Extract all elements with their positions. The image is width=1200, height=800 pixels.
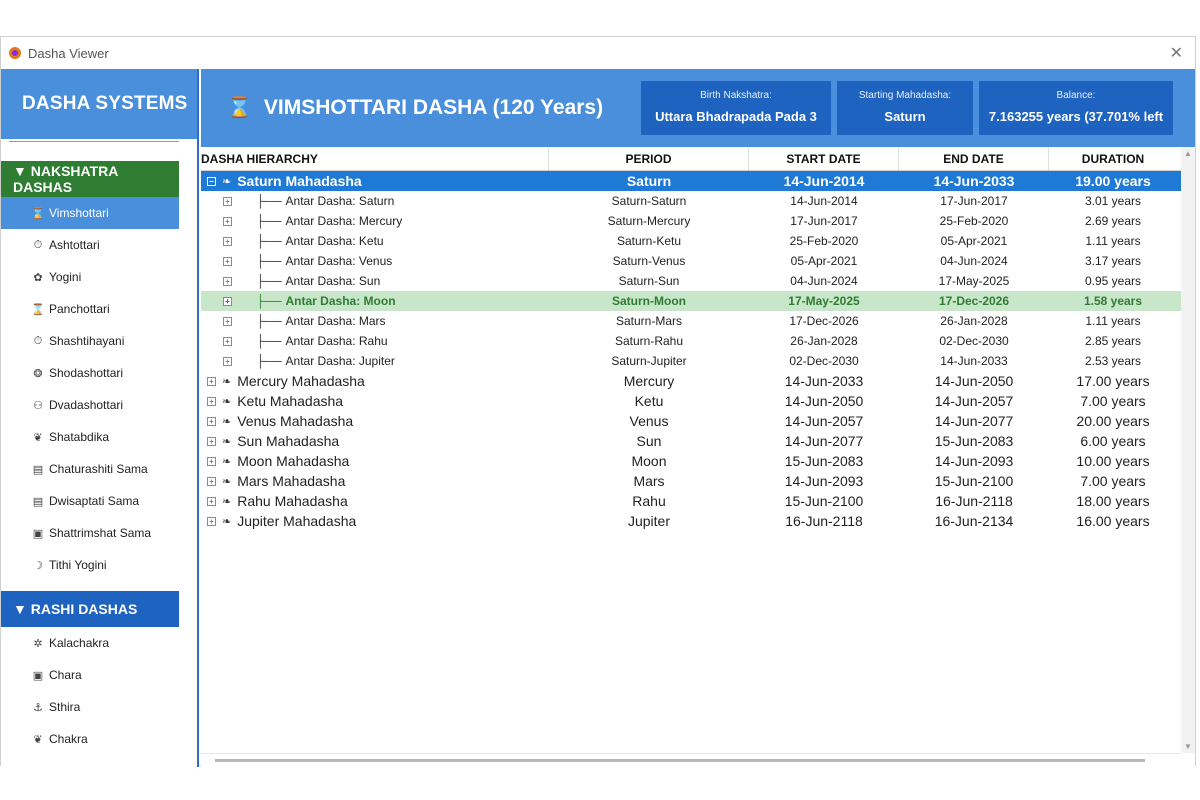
expand-icon[interactable]: +: [207, 377, 216, 386]
expand-icon[interactable]: +: [207, 417, 216, 426]
table-row[interactable]: [201, 191, 1195, 211]
cell-end-date: 02-Dec-2030: [939, 334, 1009, 348]
expand-icon[interactable]: +: [223, 237, 232, 246]
sidebar-item-label: Sthira: [49, 700, 81, 714]
tithi-yogini-icon: ☽: [33, 559, 43, 572]
dasha-name: Antar Dasha: Mercury: [285, 214, 403, 228]
dasha-name: Antar Dasha: Ketu: [285, 234, 384, 248]
cell-period: Saturn-Mercury: [607, 214, 691, 228]
table-row[interactable]: [201, 171, 1195, 191]
cell-period: Saturn: [626, 173, 672, 189]
table-body: [201, 171, 1195, 531]
sidebar-item-sthira[interactable]: [1, 691, 179, 723]
cell-duration: 10.00 years: [1076, 453, 1150, 469]
sidebar-item-label: Chara: [49, 668, 82, 682]
cell-hierarchy: [201, 211, 549, 231]
tree-branch: ├──: [256, 234, 282, 248]
cell-start-date: 17-May-2025: [788, 294, 860, 308]
cell-duration: 2.53 years: [1084, 354, 1142, 368]
table-row[interactable]: [201, 391, 1195, 411]
page-title-text: VIMSHOTTARI DASHA (120 Years): [263, 95, 604, 119]
cell-end-date: 26-Jan-2028: [940, 314, 1008, 328]
yogini-icon: ✿: [33, 271, 43, 284]
cell-end-date: 14-Jun-2057: [934, 393, 1014, 409]
cell-end-date: 14-Jun-2033: [933, 173, 1015, 189]
starting-mahadasha-label: Starting Mahadasha:: [858, 90, 952, 101]
cell-hierarchy: [201, 251, 549, 271]
sidebar-item-ashtottari[interactable]: [1, 229, 179, 261]
table-row[interactable]: [201, 211, 1195, 231]
cell-start-date: 05-Apr-2021: [790, 254, 858, 268]
cell-end-date: 16-Jun-2118: [935, 493, 1013, 509]
tree-branch: ├──: [256, 194, 282, 208]
horizontal-scrollbar[interactable]: [201, 753, 1181, 767]
table-row[interactable]: [201, 351, 1195, 371]
sidebar-item-label: Yogini: [49, 270, 82, 284]
cell-hierarchy: [201, 411, 549, 431]
table-row[interactable]: [201, 471, 1195, 491]
expand-icon[interactable]: +: [207, 397, 216, 406]
shodashottari-icon: ❂: [33, 367, 43, 380]
dasha-viewer-window: [0, 36, 1196, 766]
leaf-icon: ❧: [222, 475, 232, 488]
table-row[interactable]: [201, 511, 1195, 531]
dasha-name: Antar Dasha: Mars: [285, 314, 386, 328]
expand-icon[interactable]: +: [223, 257, 232, 266]
cell-period: Ketu: [634, 393, 664, 409]
main-header: [201, 69, 1195, 147]
cell-period: Saturn-Jupiter: [611, 354, 687, 368]
cell-duration: 3.17 years: [1084, 254, 1142, 268]
birth-nakshatra-label: Birth Nakshatra:: [700, 90, 772, 101]
cell-start-date: 02-Dec-2030: [789, 354, 859, 368]
table-row[interactable]: [201, 371, 1195, 391]
cell-hierarchy: [201, 351, 549, 371]
cell-hierarchy: [201, 511, 549, 531]
cell-end-date: 14-Jun-2077: [934, 413, 1014, 429]
expand-icon[interactable]: +: [207, 477, 216, 486]
cell-hierarchy: [201, 431, 549, 451]
cell-start-date: 15-Jun-2100: [784, 493, 864, 509]
cell-start-date: 26-Jan-2028: [790, 334, 858, 348]
table-row[interactable]: [201, 431, 1195, 451]
section-nakshatra-dashas[interactable]: ▼ NAKSHATRA DASHAS: [1, 161, 179, 197]
cell-hierarchy: [201, 331, 549, 351]
sidebar-item-label: Shattrimshat Sama: [49, 526, 152, 540]
cell-end-date: 17-Dec-2026: [938, 294, 1010, 308]
table-header: [201, 147, 1195, 171]
expand-icon[interactable]: +: [223, 297, 232, 306]
expand-icon[interactable]: +: [223, 337, 232, 346]
cell-start-date: 17-Jun-2017: [790, 214, 858, 228]
leaf-icon: ❧: [222, 375, 232, 388]
sidebar-item-chaturashiti-sama[interactable]: [1, 453, 179, 485]
cell-hierarchy: [201, 171, 549, 191]
cell-duration: 0.95 years: [1084, 274, 1142, 288]
cell-end-date: 16-Jun-2134: [934, 513, 1014, 529]
sidebar-item-dvadashottari[interactable]: [1, 389, 179, 421]
cell-hierarchy: [201, 391, 549, 411]
table-row[interactable]: [201, 271, 1195, 291]
cell-duration: 19.00 years: [1075, 173, 1151, 189]
sidebar-item-label: Ashtottari: [49, 238, 100, 252]
sidebar-item-shodashottari[interactable]: [1, 357, 179, 389]
cell-end-date: 14-Jun-2050: [934, 373, 1014, 389]
cell-duration: 6.00 years: [1080, 433, 1146, 449]
cell-hierarchy: [201, 291, 549, 311]
horizontal-scroll-thumb[interactable]: [215, 759, 1145, 762]
sidebar: [1, 69, 199, 767]
dvadashottari-icon: ⚇: [33, 399, 43, 412]
balance-label: Balance:: [1056, 90, 1096, 101]
birth-nakshatra-box: [641, 81, 831, 135]
table-row[interactable]: [201, 331, 1195, 351]
balance-value: 7.163255 years (37.701% left: [988, 109, 1164, 124]
sidebar-item-vimshottari[interactable]: [1, 197, 179, 229]
column-hierarchy[interactable]: DASHA HIERARCHY: [201, 147, 549, 170]
sthira-icon: ⚓: [33, 701, 43, 714]
leaf-icon: ❧: [222, 495, 232, 508]
ashtottari-icon: ⏱: [33, 238, 43, 251]
table-row[interactable]: [201, 411, 1195, 431]
expand-icon[interactable]: +: [207, 437, 216, 446]
dasha-name: Sun Mahadasha: [237, 433, 340, 449]
cell-duration: 20.00 years: [1076, 413, 1150, 429]
sidebar-title: DASHA SYSTEMS: [1, 69, 197, 139]
leaf-icon: ❧: [222, 175, 232, 188]
sidebar-item-label: Shodashottari: [49, 366, 124, 380]
leaf-icon: ❧: [222, 395, 232, 408]
kalachakra-icon: ✲: [33, 637, 43, 650]
expand-icon[interactable]: +: [223, 277, 232, 286]
cell-start-date: 14-Jun-2014: [783, 173, 865, 189]
tree-branch: ├──: [256, 294, 282, 308]
dasha-name: Venus Mahadasha: [237, 413, 354, 429]
sidebar-divider: [9, 141, 179, 142]
cell-end-date: 17-Jun-2017: [940, 194, 1008, 208]
cell-end-date: 04-Jun-2024: [940, 254, 1008, 268]
dasha-name: Antar Dasha: Saturn: [285, 194, 395, 208]
cell-period: Venus: [629, 413, 669, 429]
collapse-icon[interactable]: −: [207, 177, 216, 186]
sidebar-item-tithi-yogini[interactable]: [1, 549, 179, 581]
sidebar-item-dwisaptati-sama[interactable]: [1, 485, 179, 517]
sidebar-item-label: Panchottari: [49, 302, 110, 316]
expand-icon[interactable]: +: [207, 517, 216, 526]
cell-duration: 2.85 years: [1084, 334, 1142, 348]
cell-start-date: 14-Jun-2033: [784, 373, 864, 389]
cell-duration: 3.01 years: [1084, 194, 1142, 208]
expand-icon[interactable]: +: [223, 197, 232, 206]
table-row[interactable]: [201, 291, 1195, 311]
scroll-up-icon[interactable]: ▲: [1184, 149, 1192, 158]
expand-icon[interactable]: +: [223, 357, 232, 366]
cell-start-date: 17-Dec-2026: [789, 314, 859, 328]
column-start-date[interactable]: START DATE: [749, 147, 899, 170]
main-panel: [201, 69, 1195, 767]
sidebar-item-label: Kalachakra: [49, 636, 110, 650]
table-row[interactable]: [201, 311, 1195, 331]
sidebar-item-label: Dvadashottari: [49, 398, 124, 412]
cell-hierarchy: [201, 371, 549, 391]
cell-start-date: 14-Jun-2093: [784, 473, 864, 489]
leaf-icon: ❧: [222, 515, 232, 528]
expand-icon[interactable]: +: [207, 457, 216, 466]
window-title: Dasha Viewer: [28, 45, 109, 61]
table-row[interactable]: [201, 491, 1195, 511]
dasha-table: [201, 147, 1195, 767]
cell-period: Saturn-Saturn: [611, 194, 687, 208]
cell-duration: 1.11 years: [1085, 234, 1141, 248]
tree-branch: ├──: [256, 314, 282, 328]
cell-period: Saturn-Venus: [612, 254, 686, 268]
cell-hierarchy: [201, 191, 549, 211]
title-bar: [1, 37, 1195, 69]
cell-end-date: 14-Jun-2093: [934, 453, 1014, 469]
balance-box: [979, 81, 1173, 135]
cell-start-date: 04-Jun-2024: [790, 274, 858, 288]
hourglass-icon: ⌛: [227, 97, 252, 119]
cell-end-date: 05-Apr-2021: [940, 234, 1008, 248]
chara-icon: ▣: [32, 669, 44, 682]
dwisaptati-sama-icon: ▤: [32, 495, 44, 508]
sidebar-item-label: Shatabdika: [49, 430, 110, 444]
leaf-icon: ❧: [222, 435, 232, 448]
section-rashi-dashas[interactable]: ▼ RASHI DASHAS: [1, 591, 179, 627]
table-row[interactable]: [201, 251, 1195, 271]
cell-hierarchy: [201, 311, 549, 331]
cell-start-date: 25-Feb-2020: [789, 234, 859, 248]
sidebar-item-shashtihayani[interactable]: [1, 325, 179, 357]
sidebar-item-label: Dwisaptati Sama: [49, 494, 140, 508]
cell-period: Saturn-Mars: [615, 314, 683, 328]
cell-period: Sun: [636, 433, 662, 449]
cell-duration: 1.11 years: [1085, 314, 1141, 328]
sidebar-item-panchottari[interactable]: [1, 293, 179, 325]
sidebar-item-yogini[interactable]: [1, 261, 179, 293]
cell-period: Jupiter: [627, 513, 671, 529]
cell-period: Saturn-Rahu: [614, 334, 684, 348]
cell-period: Moon: [631, 453, 667, 469]
dasha-name: Saturn Mahadasha: [237, 173, 362, 189]
shashtihayani-icon: ⏱: [33, 334, 43, 347]
dasha-name: Mars Mahadasha: [237, 473, 346, 489]
cell-hierarchy: [201, 451, 549, 471]
cell-duration: 7.00 years: [1080, 473, 1146, 489]
column-period[interactable]: PERIOD: [549, 147, 749, 170]
cell-end-date: 15-Jun-2100: [934, 473, 1014, 489]
table-row[interactable]: [201, 451, 1195, 471]
birth-nakshatra-value: Uttara Bhadrapada Pada 3: [655, 109, 817, 124]
cell-duration: 17.00 years: [1076, 373, 1150, 389]
dasha-name: Ketu Mahadasha: [237, 393, 344, 409]
cell-hierarchy: [201, 471, 549, 491]
table-row[interactable]: [201, 231, 1195, 251]
tree-branch: ├──: [256, 354, 282, 368]
panchottari-icon: ⌛: [31, 303, 45, 316]
scroll-down-icon[interactable]: ▼: [1184, 742, 1192, 751]
sidebar-item-chakra[interactable]: [1, 723, 179, 755]
cell-duration: 18.00 years: [1076, 493, 1150, 509]
cell-period: Rahu: [632, 493, 666, 509]
dasha-name: Jupiter Mahadasha: [237, 513, 357, 529]
cell-period: Saturn-Sun: [618, 274, 680, 288]
expand-icon[interactable]: +: [223, 317, 232, 326]
sidebar-item-label: Chaturashiti Sama: [49, 462, 148, 476]
dasha-name: Antar Dasha: Moon: [285, 294, 396, 308]
cell-period: Mercury: [623, 373, 675, 389]
dasha-name: Antar Dasha: Rahu: [285, 334, 388, 348]
dasha-name: Rahu Mahadasha: [237, 493, 348, 509]
cell-start-date: 16-Jun-2118: [785, 513, 863, 529]
cell-start-date: 15-Jun-2083: [784, 453, 864, 469]
expand-icon[interactable]: +: [207, 497, 216, 506]
cell-period: Saturn-Moon: [612, 294, 686, 308]
leaf-icon: ❧: [222, 455, 232, 468]
column-duration[interactable]: DURATION: [1081, 151, 1145, 166]
cell-start-date: 14-Jun-2077: [784, 433, 864, 449]
app-icon: [9, 47, 21, 59]
vertical-scrollbar[interactable]: [1181, 147, 1195, 753]
tree-branch: ├──: [256, 334, 282, 348]
sidebar-item-shattrimshat-sama[interactable]: [1, 517, 179, 549]
cell-duration: 7.00 years: [1080, 393, 1146, 409]
sidebar-item-label: Chakra: [49, 732, 88, 746]
tree-branch: ├──: [256, 214, 282, 228]
cell-end-date: 15-Jun-2083: [934, 433, 1014, 449]
expand-icon[interactable]: +: [223, 217, 232, 226]
cell-end-date: 25-Feb-2020: [939, 214, 1009, 228]
cell-hierarchy: [201, 231, 549, 251]
cell-duration: 16.00 years: [1076, 513, 1150, 529]
dasha-name: Antar Dasha: Jupiter: [285, 354, 395, 368]
sidebar-item-chara[interactable]: [1, 659, 179, 691]
chaturashiti-sama-icon: ▤: [32, 463, 44, 476]
sidebar-sections: [1, 161, 197, 755]
cell-period: Mars: [633, 473, 665, 489]
sidebar-item-label: Tithi Yogini: [49, 558, 107, 572]
cell-duration: 2.69 years: [1084, 214, 1142, 228]
cell-end-date: 14-Jun-2033: [940, 354, 1008, 368]
sidebar-item-label: Vimshottari: [49, 206, 109, 220]
dasha-name: Moon Mahadasha: [237, 453, 350, 469]
cell-duration: 1.58 years: [1083, 294, 1143, 308]
column-end-date[interactable]: END DATE: [899, 147, 1049, 170]
dasha-name: Antar Dasha: Venus: [285, 254, 393, 268]
shattrimshat-sama-icon: ▣: [32, 527, 44, 540]
tree-branch: ├──: [256, 254, 282, 268]
cell-start-date: 14-Jun-2057: [784, 413, 864, 429]
starting-mahadasha-box: [837, 81, 973, 135]
cell-start-date: 14-Jun-2014: [790, 194, 858, 208]
cell-end-date: 17-May-2025: [938, 274, 1010, 288]
tree-branch: ├──: [256, 274, 282, 288]
starting-mahadasha-value: Saturn: [884, 109, 926, 124]
dasha-name: Mercury Mahadasha: [237, 373, 365, 389]
close-icon[interactable]: ✕: [1169, 45, 1183, 62]
vimshottari-icon: ⌛: [31, 207, 45, 220]
sidebar-item-shatabdika[interactable]: [1, 421, 179, 453]
dasha-name: Antar Dasha: Sun: [285, 274, 381, 288]
cell-hierarchy: [201, 271, 549, 291]
leaf-icon: ❧: [222, 415, 232, 428]
cell-period: Saturn-Ketu: [616, 234, 682, 248]
shatabdika-icon: ❦: [33, 431, 43, 444]
sidebar-item-label: Shashtihayani: [49, 334, 125, 348]
chakra-icon: ❦: [33, 733, 43, 746]
cell-hierarchy: [201, 491, 549, 511]
cell-start-date: 14-Jun-2050: [784, 393, 864, 409]
sidebar-item-kalachakra[interactable]: [1, 627, 179, 659]
page-title: [227, 95, 603, 120]
